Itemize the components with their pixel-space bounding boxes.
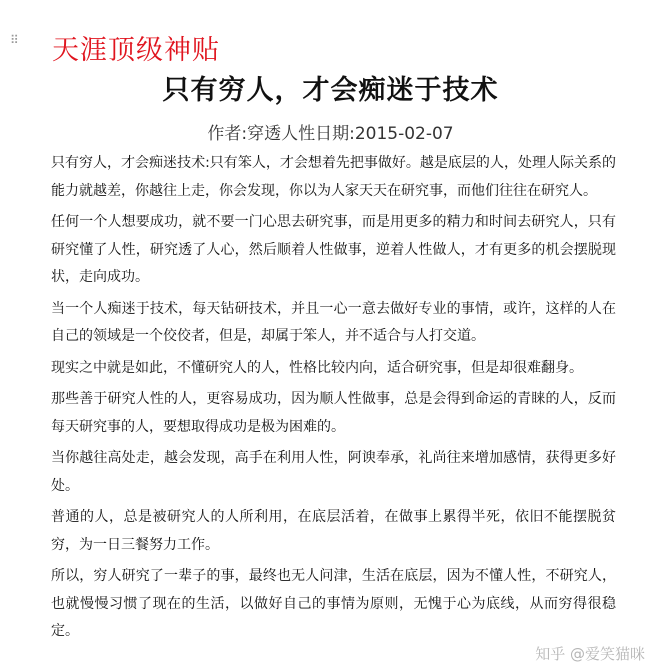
drag-handle-icon[interactable]: ⠿ bbox=[10, 33, 20, 47]
paragraph: 那些善于研究人性的人，更容易成功，因为顺人性做事，总是会得到命运的青睐的人，反而每天研究事的人，要想取得成功是极为困难的。 bbox=[51, 391, 616, 435]
article-body bbox=[51, 150, 616, 650]
paragraph: 当你越往高处走，越会发现，高手在利用人性，阿谀奉承，礼尚往来增加感情，获得更多好处。 bbox=[51, 450, 616, 494]
article-title: 只有穷人，才会痴迷于技术 bbox=[162, 75, 499, 106]
author-date-line: 作者:穿透人性日期:2015-02-07 bbox=[207, 124, 454, 144]
paragraph: 现实之中就是如此，不懂研究人的人，性格比较内向，适合研究事，但是却很难翻身。 bbox=[51, 359, 583, 376]
paragraph: 只有穷人，才会痴迷技术:只有笨人，才会想着先把事做好。越是底层的人，处理人际关系的能力就越差，你越往上走，你会发现，你以为人家天天在研究事，而他们往往在研究人。 bbox=[51, 155, 616, 199]
paragraph: 当一个人痴迷于技术，每天钻研技术，并且一心一意去做好专业的事情，或许，这样的人在自己的领域是一个佼佼者，但是，却属于笨人，并不适合与人打交道。 bbox=[51, 300, 616, 344]
paragraph: 普通的人，总是被研究人的人所利用，在底层活着，在做事上累得半死，依旧不能摆脱贫穷，为一日三餐努力工作。 bbox=[51, 509, 616, 553]
paragraph: 任何一个人想要成功，就不要一门心思去研究事，而是用更多的精力和时间去研究人，只有研究懂了人性，研究透了人心，然后顺着人性做事，逆着人性做人，才有更多的机会摆脱现状，走向成功。 bbox=[51, 214, 616, 285]
source-watermark: 知乎 @爱笑猫咪 bbox=[535, 645, 645, 663]
paragraph: 所以，穷人研究了一辈子的事，最终也无人问津，生活在底层，因为不懂人性，不研究人，也就慢慢习惯了现在的生活，以做好自己的事情为原则，无愧于心为底线，从而穷得很稳定。 bbox=[51, 568, 616, 639]
forum-brand: 天涯顶级神贴 bbox=[52, 35, 220, 66]
